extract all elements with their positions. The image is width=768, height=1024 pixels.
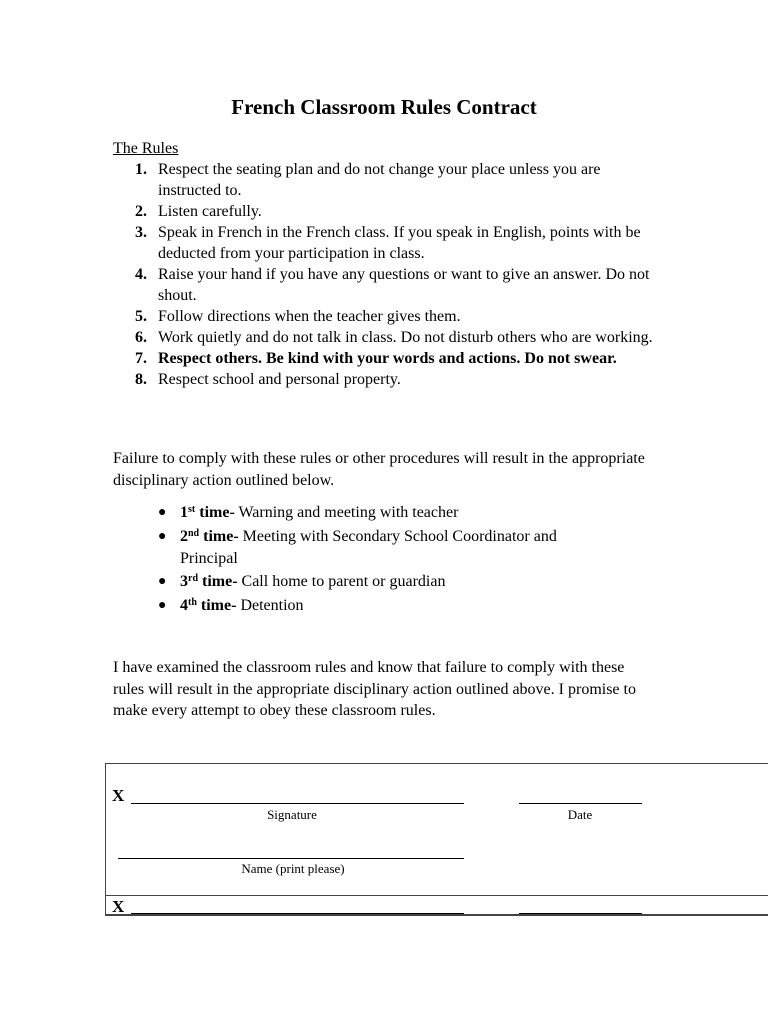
ordinal-suffix: th — [188, 596, 197, 608]
rule-number: 8. — [135, 371, 147, 388]
consequence-list — [158, 502, 618, 618]
consequence-text: Warning and meeting with teacher — [234, 504, 459, 521]
consequence-text: Detention — [236, 596, 304, 614]
rule-item — [113, 348, 653, 369]
signature-box — [105, 763, 768, 915]
bullet-icon: ● — [158, 528, 167, 544]
ordinal-suffix: st — [188, 504, 196, 515]
consequence-lead — [180, 573, 238, 590]
rule-item — [113, 327, 653, 348]
failure-paragraph: Failure to comply with these rules or other procedures will result in the appropriate disciplinary action outlined below. — [113, 450, 645, 489]
consequence-lead-text: time- — [196, 596, 237, 614]
consequence-lead — [180, 597, 236, 614]
rule-number: 4. — [135, 266, 147, 283]
second-signature-line[interactable] — [131, 913, 464, 914]
consequence-text: Call home to parent or guardian — [237, 573, 446, 590]
consequence-lead-text: time- — [199, 527, 239, 545]
rule-text: Speak in French in the French class. If you speak in English, points with be deducted from your participation in class. — [158, 224, 641, 262]
rule-item — [113, 264, 653, 306]
rule-text: Respect the seating plan and do not change your place unless you are instructed to. — [158, 161, 601, 199]
rule-item — [113, 159, 653, 201]
signature-box-bottom-edge — [105, 915, 768, 916]
rule-number: 1. — [135, 161, 147, 178]
rule-text: Respect school and personal property. — [158, 371, 401, 388]
date-label: Date — [567, 807, 593, 822]
rule-text: Work quietly and do not talk in class. Do not disturb others who are working. — [158, 329, 653, 346]
rule-number: 2. — [135, 203, 147, 220]
consequence-item — [158, 526, 618, 570]
promise-paragraph: I have examined the classroom rules and know that failure to comply with these rules will result in the appropriate disciplinary action outlined above. I promise to make every attempt to obey these classroom rules. — [113, 659, 636, 719]
rule-text: Raise your hand if you have any questions or want to give an answer. Do not shout. — [158, 266, 650, 304]
rule-text: Follow directions when the teacher gives them. — [158, 308, 461, 325]
rules-list — [113, 159, 653, 390]
consequence-lead-text: time- — [195, 504, 235, 521]
signature-box-divider — [106, 895, 768, 896]
consequence-lead — [180, 528, 239, 545]
consequence-ordinal: 4 — [180, 596, 188, 614]
consequence-item — [158, 571, 618, 593]
rules-heading: The Rules — [113, 140, 179, 157]
ordinal-suffix: rd — [188, 573, 198, 584]
consequence-item — [158, 502, 618, 524]
rule-number: 6. — [135, 329, 147, 346]
bullet-icon: ● — [158, 574, 167, 589]
rule-number: 5. — [135, 308, 147, 325]
rule-item — [113, 306, 653, 327]
rule-number: 7. — [135, 350, 147, 367]
name-line[interactable] — [118, 858, 464, 859]
rule-item — [113, 222, 653, 264]
document-title: French Classroom Rules Contract — [231, 95, 537, 119]
consequence-text: Meeting with Secondary School Coordinator and Principal — [180, 527, 557, 567]
second-date-line[interactable] — [519, 913, 642, 914]
name-label: Name (print please) — [241, 861, 345, 876]
date-line[interactable] — [519, 803, 642, 804]
bullet-icon: ● — [158, 505, 167, 520]
consequence-ordinal: 2 — [180, 527, 188, 545]
consequence-ordinal: 1 — [180, 504, 188, 521]
rule-text: Respect others. Be kind with your words and actions. Do not swear. — [158, 350, 617, 367]
consequence-lead-text: time- — [198, 573, 238, 590]
signature-label: Signature — [267, 807, 317, 822]
second-x-mark: X — [112, 897, 125, 916]
signature-x-mark: X — [112, 786, 125, 805]
signature-line[interactable] — [131, 803, 464, 804]
rule-text: Listen carefully. — [158, 203, 262, 220]
rule-item — [113, 369, 653, 390]
bullet-icon: ● — [158, 597, 167, 613]
rule-number: 3. — [135, 224, 147, 241]
consequence-item — [158, 595, 618, 617]
consequence-ordinal: 3 — [180, 573, 188, 590]
rule-item — [113, 201, 653, 222]
ordinal-suffix: nd — [188, 527, 200, 539]
consequence-lead — [180, 504, 235, 521]
